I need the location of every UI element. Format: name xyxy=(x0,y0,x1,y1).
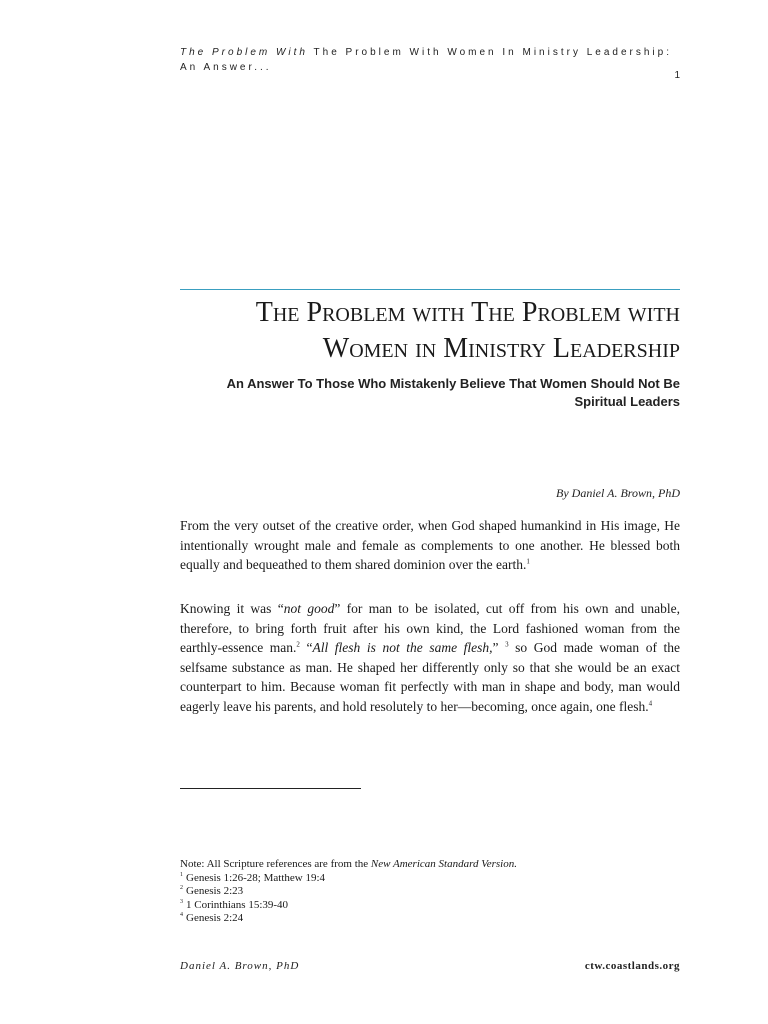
footnote-ref-4: 4 xyxy=(648,699,653,707)
p2-part2: ” for man to be isolated, cut off from his own and unable, therefore, to bring forth fruit after his own kind, the Lord fashioned woman from the earthly-essence man. xyxy=(180,601,680,655)
footnote-number: 4 xyxy=(180,912,183,919)
paragraph-2 xyxy=(180,599,680,716)
subtitle: An Answer To Those Who Mistakenly Believe That Women Should Not Be Spiritual Leaders xyxy=(226,376,680,409)
page-number: 1 xyxy=(674,70,680,81)
footnote-item xyxy=(180,912,680,926)
footnote-item xyxy=(180,872,680,886)
p2-part1: Knowing it was “ xyxy=(180,601,284,616)
footnote-text: 1 Corinthians 15:39-40 xyxy=(186,898,289,911)
footnote-text: Genesis 2:23 xyxy=(186,885,244,897)
p2-part4: ” xyxy=(492,640,506,655)
footnote-item xyxy=(180,885,680,899)
footnote-text: Genesis 2:24 xyxy=(186,912,244,924)
footer-author: Daniel A. Brown, PhD xyxy=(180,960,300,972)
footnote-number: 1 xyxy=(180,871,183,878)
title-rule xyxy=(180,289,680,290)
title-line-2: Women in Ministry Leadership xyxy=(322,333,680,364)
title-line-1: The Problem with The Problem with xyxy=(255,297,680,328)
paragraph-1 xyxy=(180,516,680,575)
footnote-item xyxy=(180,899,680,913)
footnotes xyxy=(180,858,680,926)
p2-part5: so God made woman of the selfsame substance as man. He shaped her differently only so that she would be an exact counterpart to him. Because woman fit perfectly with man in shape and body, man would eagerly leave his parents, and hold resolutely to her—becoming, once again, one flesh. xyxy=(180,640,681,714)
byline: By Daniel A. Brown, PhD xyxy=(556,486,680,500)
footer-website: ctw.coastlands.org xyxy=(584,960,680,972)
p2-part3: “ xyxy=(299,640,313,655)
running-header-text: The Problem With Women In Ministry Leadership: An Answer... xyxy=(180,47,672,73)
p2-emphasis-quote: All flesh is not the same flesh, xyxy=(312,640,493,655)
p2-emphasis-not-good: not good xyxy=(283,601,335,616)
scripture-note-prefix: Note: All Scripture references are from the xyxy=(180,858,371,870)
scripture-note-version: New American Standard Version. xyxy=(370,858,517,870)
footnote-ref-2: 2 xyxy=(296,640,300,649)
footnote-ref-1: 1 xyxy=(526,557,530,566)
running-header xyxy=(180,45,680,75)
footnote-number: 2 xyxy=(180,885,183,892)
footnote-separator xyxy=(180,788,361,789)
paragraph-1-text: From the very outset of the creative order, when God shaped humankind in His image, He intentionally wrought male and female as complements to one another. He blessed both equally and bequeathed to them shared dominion over the earth. xyxy=(180,518,680,572)
footnote-ref-3: 3 xyxy=(505,640,509,649)
page-title xyxy=(180,295,680,367)
footnote-text: Genesis 1:26-28; Matthew 19:4 xyxy=(186,871,326,884)
footnote-number: 3 xyxy=(180,898,183,905)
running-header-italic: The Problem With xyxy=(180,47,308,58)
scripture-note xyxy=(180,858,680,872)
